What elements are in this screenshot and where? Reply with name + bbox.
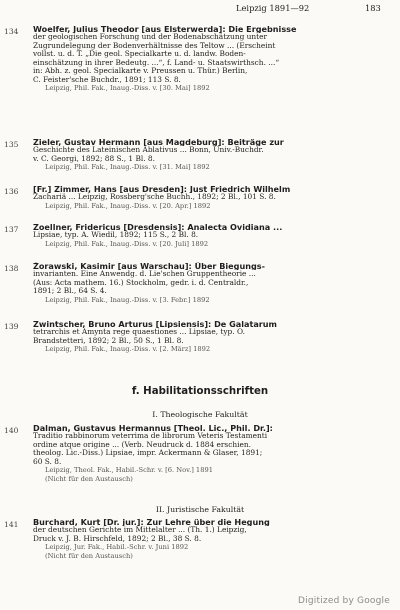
entry-number: 139 [4, 322, 19, 331]
entry-line: in: Abh. z. geol. Specialkarte v. Preussen u. Thür.) Berlin, [33, 67, 248, 76]
entry-note: Leipzig, Phil. Fak., Inaug.-Diss. v. [20. Apr.] 1892 [45, 201, 211, 210]
entry-line: Zachariä ... Leipzig, Rossberg'sche Buchh., 1892; 2 Bl., 101 S. 8. [33, 193, 276, 202]
entry-line: 1891; 2 Bl., 64 S. 4. [33, 287, 107, 296]
entry-line: Woelfer, Julius Theodor [aus Elsterwerda]: Die Ergebnisse [33, 25, 297, 34]
entry-text [33, 518, 389, 560]
entry-line: einschätzung in ihrer Bedeutg. ...“, f. Land- u. Staatswirthsch. ...“ [33, 58, 280, 67]
faculty-heading-law: II. Juristische Fakultät [155, 505, 245, 514]
entry-text [33, 424, 389, 483]
entry-number: 135 [4, 140, 19, 149]
faculty-heading-theology: I. Theologische Fakultät [152, 410, 248, 419]
entry-line: invarianten. Eine Anwendg. d. Lie'schen Gruppentheorie ... [33, 270, 256, 279]
entry-line: Dalman, Gustavus Hermannus [Theol. Lic., Phil. Dr.]: [33, 424, 273, 433]
entry-note: Leipzig, Jur. Fak., Habil.-Schr. v. Juni 1892 [45, 543, 189, 552]
entry-line: C. Feister'sche Buchdr., 1891; 113 S. 8. [33, 75, 181, 84]
entry-number: 136 [4, 187, 19, 196]
entry-number: 141 [4, 520, 19, 529]
entry-line: Zwintscher, Bruno Arturus [Lipsiensis]: De Galatarum [33, 320, 277, 329]
entry-line: tetrarchis et Amynta rege quaestiones ... Lipsiae, typ. O. [33, 328, 245, 337]
entry-line: Żorawski, Kasimir [aus Warschau]: Über Biegungs- [33, 262, 265, 271]
running-head [0, 3, 400, 15]
section-heading: f. Habilitationsschriften [131, 386, 269, 397]
entry-note: (Nicht für den Austausch) [45, 551, 133, 560]
entry-line: Druck v. J. B. Hirschfeld, 1892; 2 Bl., 38 S. 8. [33, 534, 202, 543]
entry-text [33, 25, 389, 93]
entry-text [33, 223, 389, 248]
entry-line: Burchard, Kurt [Dr. jur.]: Zur Lehre über die Hegung [33, 518, 270, 527]
page-number: 183 [365, 3, 381, 13]
entry-number: 137 [4, 225, 19, 234]
entry-text [33, 320, 389, 354]
entry-line: Brandstetteri, 1892; 2 Bl., 50 S., 1 Bl. 8. [33, 336, 184, 345]
entry-line: vollst. u. d. T. „Die geol. Specialkarte u. d. landw. Boden- [33, 50, 246, 59]
entry-note: Leipzig, Phil. Fak., Inaug.-Diss. v. [30. Mai] 1892 [45, 84, 210, 93]
entry-text [33, 262, 389, 304]
entry-line: Geschichte des Lateinischen Ablativus ... Bonn, Univ.-Buchdr. [33, 146, 264, 155]
entry-number: 134 [4, 27, 19, 36]
entry-line: [Fr.] Zimmer, Hans [aus Dresden]: Just Friedrich Wilhelm [33, 185, 291, 194]
entry-line: Zoellner, Fridericus [Dresdensis]: Analecta Ovidiana ... [33, 223, 283, 232]
entry-note: Leipzig, Phil. Fak., Inaug.-Diss. v. [20. Juli] 1892 [45, 239, 209, 248]
entry-note: Leipzig, Theol. Fak., Habil.-Schr. v. [6. Nov.] 1891 [45, 466, 213, 475]
entry-line: ordine atque origine ... (Verb. Neudruck d. 1884 erschien. [33, 440, 251, 449]
entry-line: Traditio rabbinorum veterrima de librorum Veteris Testamenti [33, 432, 268, 441]
running-head-title: Leipzig 1891—92 [236, 3, 310, 13]
entry-note: (Nicht für den Austausch) [45, 474, 133, 483]
entry-number: 140 [4, 426, 19, 435]
digitization-watermark: Digitized by Google [298, 596, 390, 606]
entry-line: v. C. Georgi, 1892; 88 S., 1 Bl. 8. [33, 154, 155, 163]
entry-line: 60 S. 8. [33, 457, 62, 466]
entry-note: Leipzig, Phil. Fak., Inaug.-Diss. v. [3. Febr.] 1892 [45, 295, 210, 304]
entry-line: Zugrundelegung der Bodenverhältnisse des Teltow ... (Erscheint [33, 41, 276, 50]
entry-line: theolog. Lic.-Diss.) Lipsiae, impr. Ackermann & Glaser, 1891; [33, 449, 263, 458]
entry-line: der deutschen Gerichte im Mittelalter ... (Th. 1.) Leipzig, [33, 526, 247, 535]
entry-line: (Aus: Acta mathem. 16.) Stockholm, gedr. i. d. Centraldr., [33, 278, 249, 287]
entry-note: Leipzig, Phil. Fak., Inaug.-Diss. v. [31. Mai] 1892 [45, 163, 210, 172]
entry-line: Zieler, Gustav Hermann [aus Magdeburg]: Beiträge zur [33, 138, 284, 147]
entry-number: 138 [4, 264, 19, 273]
entry-line: Lipsiae, typ. A. Wiedil, 1892; 115 S., 2 Bl. 8. [33, 231, 199, 240]
entry-text [33, 138, 389, 172]
entry-text [33, 185, 389, 210]
entry-line: der geologischen Forschung und der Bodenabschätzung unter [33, 33, 268, 42]
entry-note: Leipzig, Phil. Fak., Inaug.-Diss. v. [2. März] 1892 [45, 345, 211, 354]
